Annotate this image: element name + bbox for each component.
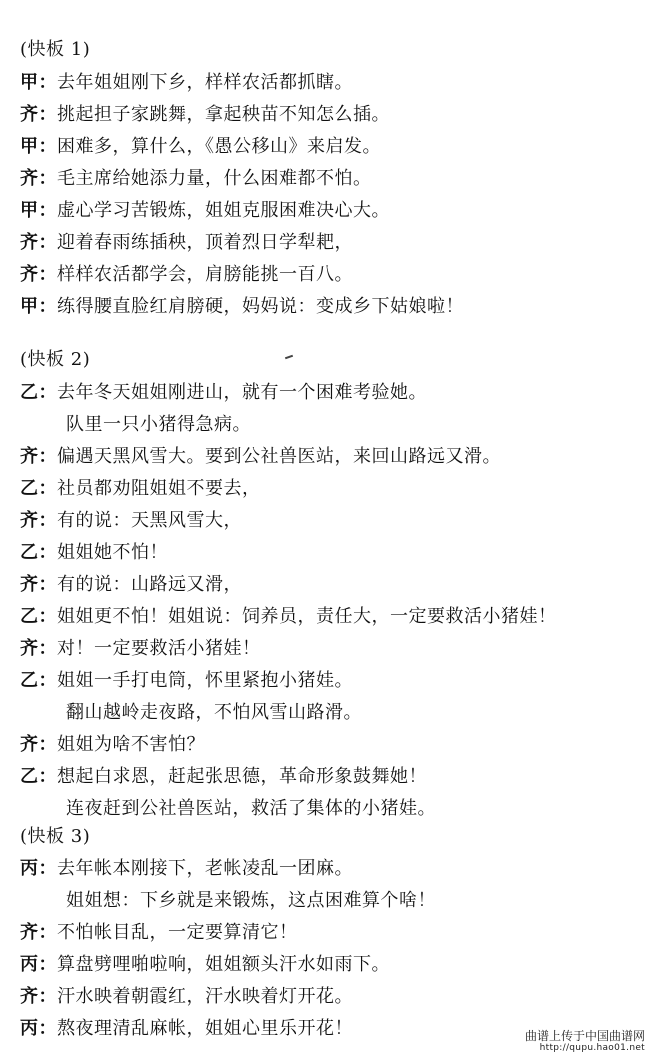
lyric-line [20,542,168,564]
lyric-text: 熬夜理清乱麻帐，姐姐心里乐开花！ [57,1018,353,1039]
speaker-label: 齐： [20,104,57,125]
lyric-text: 汗水映着朝霞红，汗水映着灯开花。 [57,986,353,1007]
lyric-text: 挑起担子家跳舞，拿起秧苗不知怎么插。 [57,104,390,125]
lyric-text: 去年姐姐刚下乡，样样农活都抓瞎。 [57,72,353,93]
lyric-line [20,1018,353,1040]
section-header: (快板 2) [20,349,91,370]
lyric-text: 迎着春雨练插秧，顶着烈日学犁耙， [57,232,353,253]
speaker-label: 乙： [20,478,57,499]
lyric-line [20,766,427,788]
lyric-line [20,858,353,880]
lyric-text: 算盘劈哩啪啦响，姐姐额头汗水如雨下。 [57,954,390,975]
lyric-text: 对！一定要救活小猪娃！ [57,638,261,659]
lyric-text: 练得腰直脸红肩膀硬，妈妈说：变成乡下姑娘啦！ [57,296,464,317]
lyric-line [20,478,261,500]
lyric-line [66,798,436,820]
section-header: (快板 1) [20,39,91,60]
speaker-label: 丙： [20,954,57,975]
speaker-label: 齐： [20,922,57,943]
lyric-text: 偏遇天黑风雪大。要到公社兽医站，来回山路远又滑。 [57,446,501,467]
lyric-line [20,232,353,254]
lyric-text: 姐姐她不怕！ [57,542,168,563]
lyric-line [66,890,436,912]
speaker-label: 齐： [20,232,57,253]
speaker-label: 乙： [20,766,57,787]
speaker-label: 齐： [20,446,57,467]
lyric-line [20,670,353,692]
speaker-label: 甲： [20,72,57,93]
speaker-label: 乙： [20,606,57,627]
lyric-text: 姐姐为啥不害怕？ [57,734,205,755]
speaker-label: 乙： [20,542,57,563]
lyric-text: 去年帐本刚接下，老帐凌乱一团麻。 [57,858,353,879]
lyric-text: 困难多，算什么，《愚公移山》来启发。 [57,136,381,157]
lyric-line [20,136,381,158]
lyric-line [20,954,390,976]
speaker-label: 齐： [20,264,57,285]
lyric-text: 不怕帐目乱，一定要算清它！ [57,922,298,943]
speaker-label: 齐： [20,574,57,595]
speaker-label: 齐： [20,986,57,1007]
upload-watermark [525,1029,645,1054]
speaker-label: 齐： [20,638,57,659]
lyric-line [20,168,372,190]
lyric-line [20,922,298,944]
lyric-text: 有的说：山路远又滑， [57,574,242,595]
lyric-line [20,382,427,404]
speaker-label: 乙： [20,670,57,691]
speaker-label: 齐： [20,510,57,531]
lyric-text: 姐姐想：下乡就是来锻炼，这点困难算个啥！ [66,890,436,911]
scan-speck [285,355,293,360]
lyric-line [20,574,242,596]
lyric-line [20,104,390,126]
lyric-line [20,446,501,468]
lyric-text: 翻山越岭走夜路，不怕风雪山路滑。 [66,702,362,723]
speaker-label: 齐： [20,168,57,189]
lyric-line [20,734,205,756]
lyric-text: 样样农活都学会，肩膀能挑一百八。 [57,264,353,285]
lyric-line [66,414,251,436]
speaker-label: 丙： [20,858,57,879]
lyric-line [20,296,464,318]
lyric-text: 虚心学习苦锻炼，姐姐克服困难决心大。 [57,200,390,221]
lyric-text: 有的说：天黑风雪大， [57,510,242,531]
lyric-line [20,200,390,222]
lyric-line [20,638,261,660]
speaker-label: 甲： [20,200,57,221]
speaker-label: 丙： [20,1018,57,1039]
lyric-line [20,606,557,628]
lyric-text: 姐姐更不怕！姐姐说：饲养员，责任大，一定要救活小猪娃！ [57,606,557,627]
section-header: (快板 3) [20,826,91,847]
lyric-text: 姐姐一手打电筒，怀里紧抱小猪娃。 [57,670,353,691]
lyric-line [66,702,362,724]
watermark-site-url: http://qupu.hao01.net [539,1043,645,1053]
lyric-line [20,72,353,94]
watermark-site-name: 曲谱上传于中国曲谱网 [524,1029,645,1043]
speaker-label: 齐： [20,734,57,755]
lyric-text: 队里一只小猪得急病。 [66,414,251,435]
lyric-text: 去年冬天姐姐刚进山，就有一个困难考验她。 [57,382,427,403]
lyric-line [20,986,353,1008]
lyric-text: 连夜赶到公社兽医站，救活了集体的小猪娃。 [66,798,436,819]
lyric-text: 想起白求恩，赶起张思德，革命形象鼓舞她！ [57,766,427,787]
lyric-text: 社员都劝阻姐姐不要去， [57,478,261,499]
lyric-line [20,510,242,532]
speaker-label: 乙： [20,382,57,403]
lyric-text: 毛主席给她添力量，什么困难都不怕。 [57,168,372,189]
speaker-label: 甲： [20,136,57,157]
speaker-label: 甲： [20,296,57,317]
lyric-line [20,264,353,286]
